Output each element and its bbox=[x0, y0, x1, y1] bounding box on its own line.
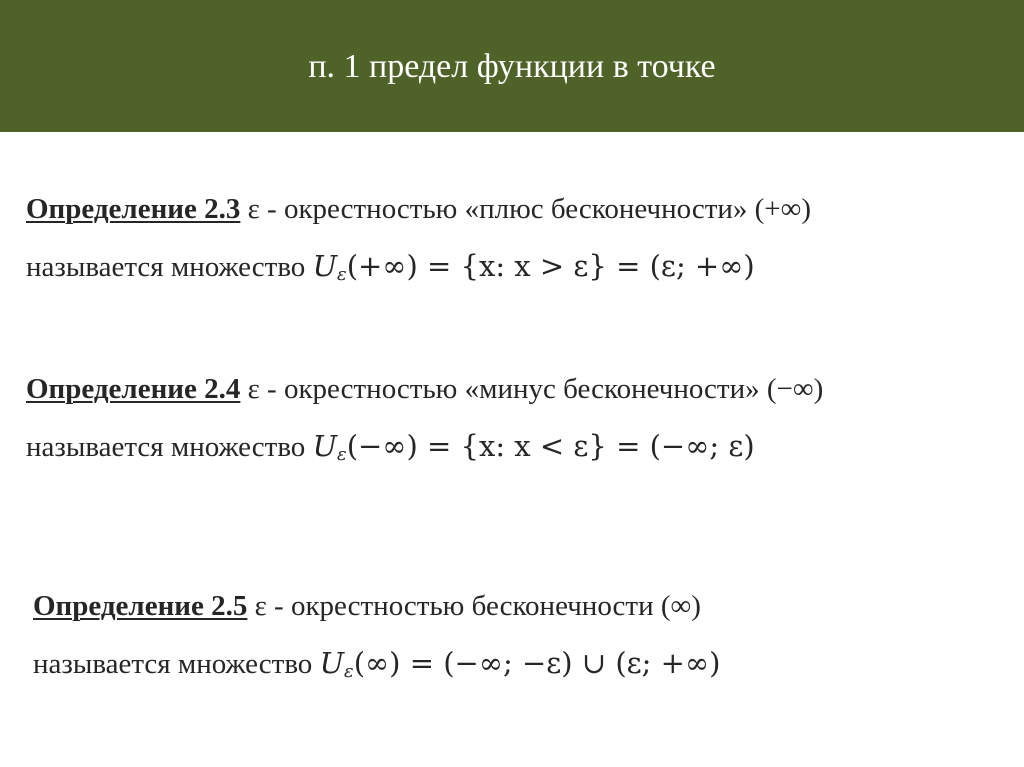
definition-heading-line bbox=[33, 589, 701, 623]
definition-formula-line bbox=[26, 429, 755, 464]
formula-symbol: U bbox=[312, 429, 338, 463]
definition-text: ε - окрестностью «плюс бесконечности» (+∞) bbox=[240, 193, 811, 225]
formula bbox=[313, 429, 755, 463]
formula bbox=[320, 646, 721, 680]
formula-rest: (+∞) = {x: x > ε} = (ε; +∞) bbox=[346, 249, 755, 283]
formula-subscript: ε bbox=[337, 264, 347, 285]
definition-term: Определение 2.3 bbox=[26, 193, 241, 225]
formula-symbol: U bbox=[319, 646, 345, 680]
formula-symbol: U bbox=[312, 249, 338, 283]
title-bar bbox=[0, 0, 1024, 132]
page-title: п. 1 предел функции в точке bbox=[308, 48, 716, 85]
definition-prefix: называется множество bbox=[26, 251, 313, 283]
definition-formula-line bbox=[26, 249, 755, 284]
formula-subscript: ε bbox=[344, 661, 354, 682]
definition-text: ε - окрестностью «минус бесконечности» (−∞) bbox=[240, 373, 824, 405]
formula bbox=[313, 249, 755, 283]
definition-text: ε - окрестностью бесконечности (∞) bbox=[247, 590, 701, 622]
formula-rest: (∞) = (−∞; −ε) ∪ (ε; +∞) bbox=[353, 646, 721, 680]
definition-prefix: называется множество bbox=[33, 648, 320, 680]
definition-term: Определение 2.5 bbox=[33, 590, 248, 622]
formula-subscript: ε bbox=[337, 444, 347, 465]
definition-term: Определение 2.4 bbox=[26, 373, 241, 405]
definition-heading-line bbox=[26, 372, 823, 406]
formula-rest: (−∞) = {x: x < ε} = (−∞; ε) bbox=[346, 429, 755, 463]
definition-formula-line bbox=[33, 646, 720, 681]
definition-heading-line bbox=[26, 192, 811, 226]
definition-prefix: называется множество bbox=[26, 431, 313, 463]
